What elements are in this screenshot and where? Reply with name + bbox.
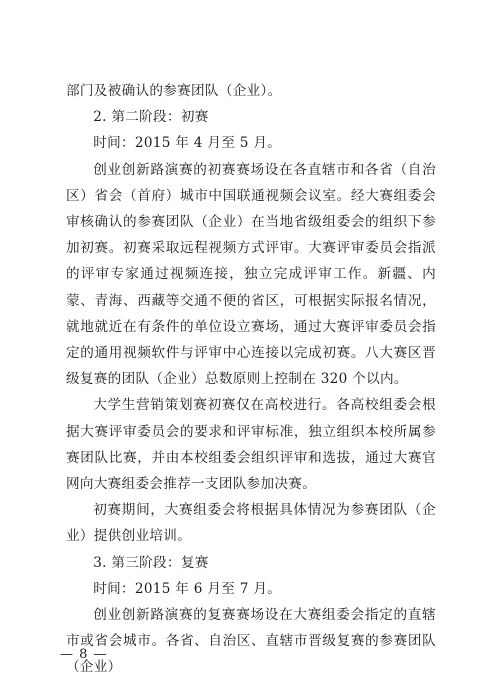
paragraph-roadshow-semifinal: 创业创新路演赛的复赛赛场设在大赛组委会指定的直辖市或省会城市。各省、自治区、直辖市晋级复赛的参赛团队（企业） [66,607,436,676]
section-heading-stage-3: 3. 第三阶段：复赛 [93,554,209,571]
section-heading-stage-2: 2. 第二阶段：初赛 [93,109,209,126]
stage-2-time: 时间：2015 年 4 月至 5 月。 [93,135,282,152]
paragraph-roadshow-preliminary: 创业创新路演赛的初赛赛场设在各直辖市和各省（自治区）省会（首府）城市中国联通视频会议室。经大赛组委会审核确认的参赛团队（企业）在当地省级组委会的组织下参加初赛。初赛采取远程视频方式评审。大赛评审委员会指派的评审专家通过视频连接，独立完成评审工作。新疆、内蒙、青海、西藏等交通不便的省区，可根据实际报名情况，就地就近在有条件的单位设立赛场，通过大赛评审委员会指定的通用视频软件与评审中心连接以完成初赛。八大赛区晋级复赛的团队（企业）总数原则上控制在 320 个以内。 [66,161,436,388]
document-body [66,78,436,681]
paragraph-continuation: 部门及被确认的参赛团队（企业）。 [66,83,282,99]
paragraph-marketing-preliminary: 大学生营销策划赛初赛仅在高校进行。各高校组委会根据大赛评审委员会的要求和评审标准，独立组织本校所属参赛团队比赛，并由本校组委会组织评审和选拔，通过大赛官网向大赛组委会推荐一支团队参加决赛。 [66,397,436,493]
stage-3-time: 时间：2015 年 6 月至 7 月。 [93,580,282,597]
page-number: — 8 — [60,647,108,662]
paragraph-training: 初赛期间，大赛组委会将根据具体情况为参赛团队（企业）提供创业培训。 [66,502,436,545]
